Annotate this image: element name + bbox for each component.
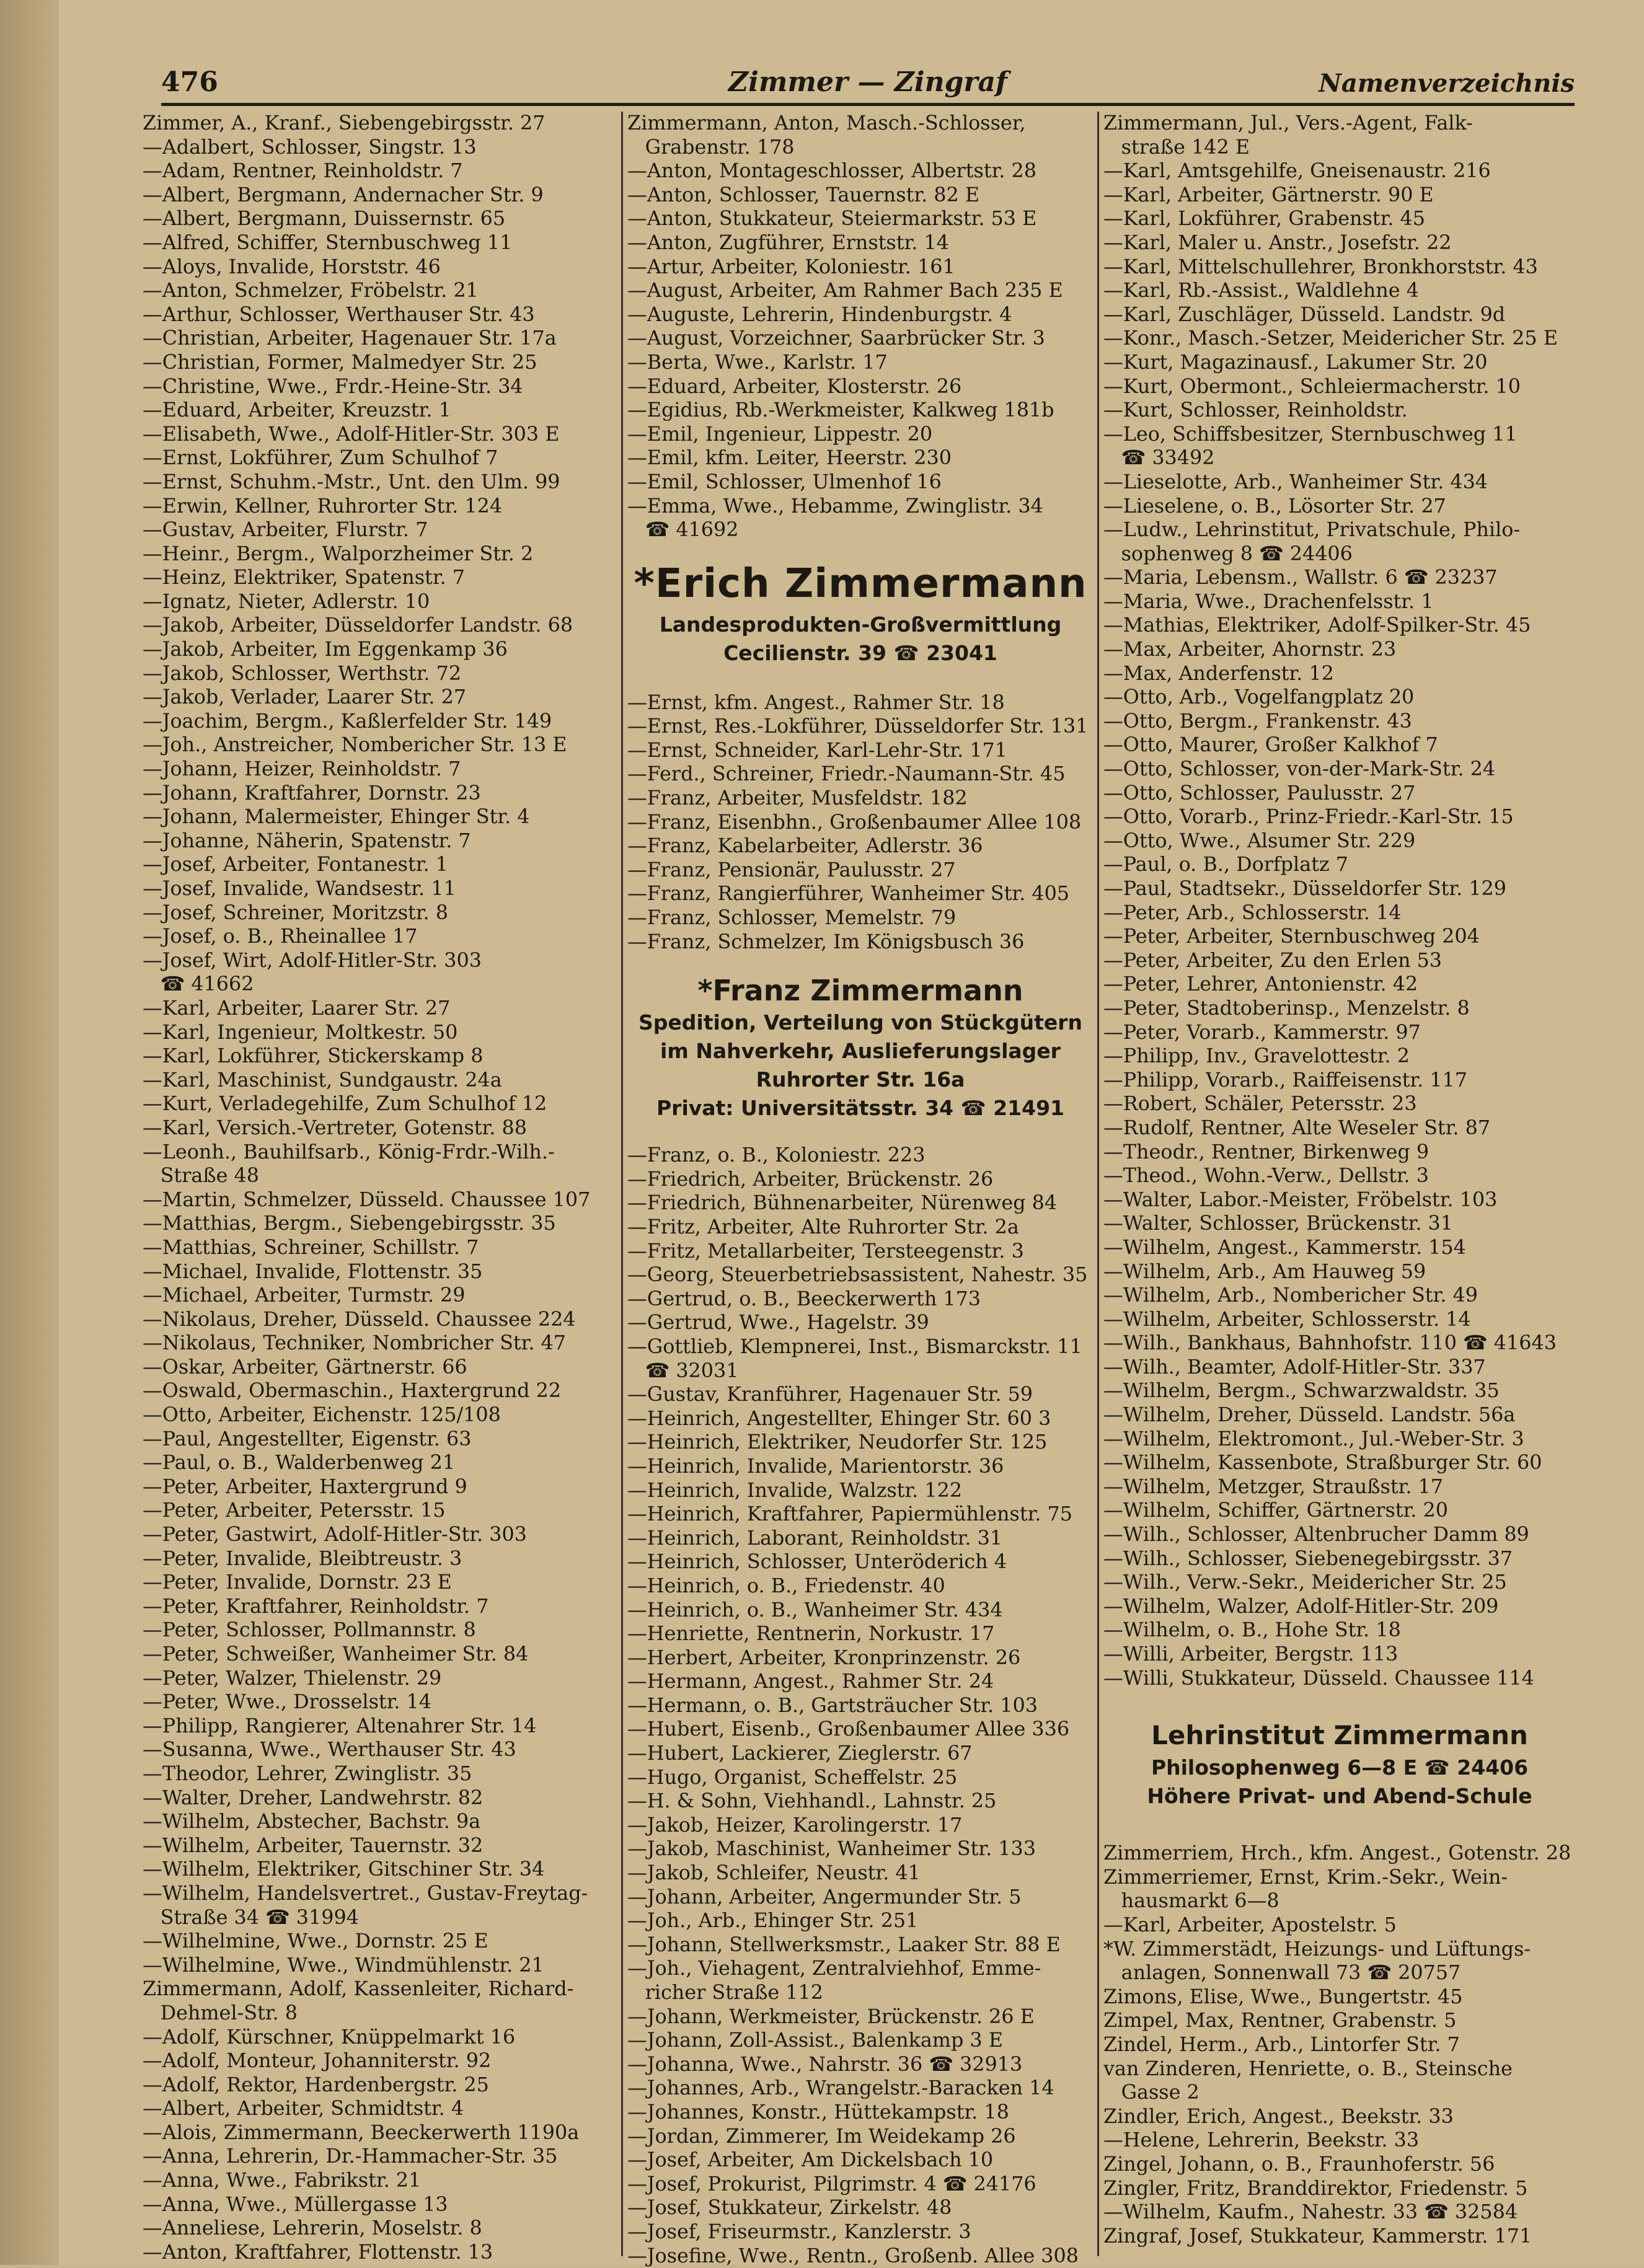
directory-entry: —Mathias, Elektriker, Adolf-Spilker-Str. 45	[1103, 614, 1531, 637]
directory-entry: —Konr., Masch.-Setzer, Meidericher Str. 25 E	[1103, 327, 1558, 350]
directory-entry: —Karl, Arbeiter, Apostelstr. 5	[1103, 1913, 1397, 1936]
directory-entry: —Otto, Schlosser, von-der-Mark-Str. 24	[1103, 757, 1496, 781]
section-title: Namenverzeichnis	[1319, 69, 1575, 98]
directory-entry: —Kurt, Magazinausf., Lakumer Str. 20	[1103, 350, 1488, 374]
directory-entry: —Peter, Arbeiter, Sternbuschweg 204	[1103, 925, 1480, 948]
directory-entry: —Wilhelm, Bergm., Schwarzwaldstr. 35	[1103, 1379, 1500, 1403]
ad-line: Höhere Privat- und Abend-Schule	[1147, 1784, 1532, 1809]
directory-entry: —Eduard, Arbeiter, Klosterstr. 26	[627, 374, 962, 398]
directory-entry: —August, Vorzeichner, Saarbrücker Str. 3	[627, 327, 1045, 350]
directory-entry: —Anneliese, Lehrerin, Moselstr. 8	[143, 2217, 482, 2240]
directory-entry: ☎ 41662	[160, 973, 254, 996]
directory-entry: ☎ 41692	[645, 518, 739, 542]
directory-entry: —Emil, kfm. Leiter, Heerstr. 230	[627, 446, 952, 470]
directory-entry: —Theod., Wohn.-Verw., Dellstr. 3	[1103, 1164, 1430, 1188]
directory-entry: —Otto, Arbeiter, Eichenstr. 125/108	[143, 1403, 501, 1427]
directory-entry: —Walter, Dreher, Landwehrstr. 82	[143, 1786, 484, 1809]
directory-entry: —Johannes, Arb., Wrangelstr.-Baracken 14	[627, 2076, 1054, 2100]
directory-entry: —Jakob, Schlosser, Werthstr. 72	[143, 661, 462, 685]
directory-entry: —Wilhelm, Angest., Kammerstr. 154	[1103, 1235, 1466, 1259]
directory-entry: Zimmerriemer, Ernst, Krim.-Sekr., Wein-	[1103, 1865, 1508, 1889]
directory-entry: —Johann, Kraftfahrer, Dornstr. 23	[143, 781, 481, 805]
directory-entry: hausmarkt 6—8	[1121, 1889, 1279, 1913]
directory-entry: —Otto, Wwe., Alsumer Str. 229	[1103, 829, 1416, 852]
directory-entry: ☎ 32031	[645, 1359, 739, 1382]
directory-entry: —Emil, Schlosser, Ulmenhof 16	[627, 470, 942, 493]
directory-entry: —Josef, Schreiner, Moritzstr. 8	[143, 901, 448, 924]
directory-entry: —Wilh., Schlosser, Altenbrucher Damm 89	[1103, 1523, 1529, 1547]
directory-entry: —Karl, Ingenieur, Moltkestr. 50	[143, 1020, 458, 1044]
directory-entry: —Philipp, Rangierer, Altenahrer Str. 14	[143, 1714, 537, 1737]
directory-entry: —Max, Anderfenstr. 12	[1103, 661, 1334, 685]
directory-entry: Zimpel, Max, Rentner, Grabenstr. 5	[1103, 2009, 1457, 2032]
directory-entry: —Franz, Schmelzer, Im Königsbusch 36	[627, 930, 1025, 953]
directory-entry: —Heinz, Elektriker, Spatenstr. 7	[143, 566, 465, 589]
ad-name: *Erich Zimmermann	[634, 560, 1087, 607]
directory-entry: —Peter, Gastwirt, Adolf-Hitler-Str. 303	[143, 1523, 527, 1547]
directory-entry: —Wilhelmine, Wwe., Dornstr. 25 E	[143, 1930, 488, 1953]
directory-entry: —Elisabeth, Wwe., Adolf-Hitler-Str. 303 E	[143, 422, 560, 446]
directory-entry: —Adam, Rentner, Reinholdstr. 7	[143, 159, 463, 183]
directory-entry: —Jakob, Verlader, Laarer Str. 27	[143, 686, 467, 709]
directory-entry: —Josef, Wirt, Adolf-Hitler-Str. 303	[143, 948, 482, 972]
ad-line: Spedition, Verteilung von Stückgütern	[639, 1010, 1082, 1035]
directory-entry: Zimmer, A., Kranf., Siebengebirgsstr. 27	[143, 112, 546, 135]
directory-entry: Zindel, Herm., Arb., Lintorfer Str. 7	[1103, 2032, 1460, 2056]
directory-entry: —Wilhelm, Abstecher, Bachstr. 9a	[143, 1810, 481, 1833]
directory-entry: —Josef, Friseurmstr., Kanzlerstr. 3	[627, 2220, 971, 2243]
directory-entry: —Michael, Invalide, Flottenstr. 35	[143, 1260, 483, 1283]
directory-entry: —Josef, Stukkateur, Zirkelstr. 48	[627, 2196, 952, 2220]
directory-entry: —Heinrich, Elektriker, Neudorfer Str. 125	[627, 1431, 1048, 1454]
directory-entry: —Joachim, Bergm., Kaßlerfelder Str. 149	[143, 709, 552, 733]
directory-entry: Zimmermann, Adolf, Kassenleiter, Richard-	[143, 1977, 574, 2001]
directory-entry: —Philipp, Inv., Gravelottestr. 2	[1103, 1044, 1410, 1068]
directory-entry: —Jakob, Arbeiter, Im Eggenkamp 36	[143, 638, 508, 661]
directory-entry: —Eduard, Arbeiter, Kreuzstr. 1	[143, 399, 451, 422]
directory-entry: —Ferd., Schreiner, Friedr.-Naumann-Str. 45	[627, 762, 1066, 786]
directory-entry: —Jakob, Maschinist, Wanheimer Str. 133	[627, 1837, 1036, 1861]
directory-entry: —Arthur, Schlosser, Werthauser Str. 43	[143, 302, 535, 326]
entry-list	[143, 112, 617, 2264]
directory-entry: —Kurt, Schlosser, Reinholdstr.	[1103, 399, 1408, 422]
directory-entry: —Franz, Arbeiter, Musfeldstr. 182	[627, 787, 968, 810]
directory-entry: —Emil, Ingenieur, Lippestr. 20	[627, 422, 933, 446]
directory-entry: —Ernst, Schneider, Karl-Lehr-Str. 171	[627, 738, 1007, 762]
directory-entry: —Heinrich, o. B., Friedenstr. 40	[627, 1574, 945, 1597]
directory-entry: —Jordan, Zimmerer, Im Weidekamp 26	[627, 2124, 1016, 2148]
directory-entry: —Peter, Arb., Schlosserstr. 14	[1103, 901, 1402, 924]
directory-entry: —Franz, Schlosser, Memelstr. 79	[627, 906, 957, 930]
column-divider	[1097, 112, 1099, 2256]
directory-entry: —Paul, Stadtsekr., Düsseldorfer Str. 129	[1103, 877, 1507, 900]
directory-entry: —Lieselene, o. B., Lösorter Str. 27	[1103, 494, 1446, 518]
directory-entry: —Otto, Maurer, Großer Kalkhof 7	[1103, 733, 1438, 757]
directory-entry: —Paul, o. B., Walderbenweg 21	[143, 1451, 456, 1475]
directory-entry: —Adolf, Monteur, Johanniterstr. 92	[143, 2049, 492, 2073]
directory-entry: —Josefine, Wwe., Rentn., Großenb. Allee 308	[627, 2244, 1079, 2267]
directory-entry: *W. Zimmerstädt, Heizungs- und Lüftungs-	[1103, 1937, 1531, 1961]
directory-entry: —Wilhelm, Kaufm., Nahestr. 33 ☎ 32584	[1103, 2200, 1518, 2224]
directory-entry: —Artur, Arbeiter, Koloniestr. 161	[627, 255, 955, 278]
directory-entry: Straße 48	[160, 1164, 259, 1188]
directory-entry: —Matthias, Bergm., Siebengebirgsstr. 35	[143, 1212, 556, 1235]
directory-entry: straße 142 E	[1121, 135, 1250, 159]
directory-entry: —Wilhelm, Handelsvertret., Gustav-Freytag-	[143, 1881, 588, 1905]
directory-entry: —Herbert, Arbeiter, Kronprinzenstr. 26	[627, 1646, 1021, 1669]
directory-entry: —Willi, Arbeiter, Bergstr. 113	[1103, 1643, 1399, 1666]
directory-entry: —Ludw., Lehrinstitut, Privatschule, Philo-	[1103, 518, 1521, 542]
directory-entry: —Anton, Zugführer, Ernststr. 14	[627, 231, 949, 254]
directory-entry: —Wilhelm, Arb., Nombericher Str. 49	[1103, 1284, 1478, 1307]
ad-name: *Franz Zimmermann	[697, 974, 1023, 1008]
ad-lehrinstitut-zimmermann	[1103, 1718, 1576, 1811]
directory-entry: —Philipp, Vorarb., Raiffeisenstr. 117	[1103, 1068, 1468, 1092]
directory-entry: —Robert, Schäler, Petersstr. 23	[1103, 1092, 1417, 1116]
directory-entry: —Heinrich, Invalide, Walzstr. 122	[627, 1478, 963, 1502]
directory-entry: —Jakob, Heizer, Karolingerstr. 17	[627, 1813, 963, 1837]
directory-entry: —Karl, Versich.-Vertreter, Gotenstr. 88	[143, 1116, 527, 1139]
entry-list	[1103, 1842, 1576, 2248]
directory-entry: —Susanna, Wwe., Werthauser Str. 43	[143, 1738, 516, 1762]
directory-entry: —Josef, Arbeiter, Fontanestr. 1	[143, 853, 448, 876]
ad-line: Philosophenweg 6—8 E ☎ 24406	[1151, 1755, 1529, 1780]
column-2	[627, 112, 1094, 2268]
directory-entry: —Wilhelm, Metzger, Straußstr. 17	[1103, 1475, 1443, 1498]
directory-entry: —Heinrich, Kraftfahrer, Papiermühlenstr. 75	[627, 1502, 1072, 1526]
directory-entry: —Christine, Wwe., Frdr.-Heine-Str. 34	[143, 374, 523, 398]
directory-entry: —Wilhelm, Walzer, Adolf-Hitler-Str. 209	[1103, 1594, 1499, 1618]
directory-entry: —Wilhelm, Kassenbote, Straßburger Str. 60	[1103, 1451, 1542, 1475]
directory-entry: —Peter, Wwe., Drosselstr. 14	[143, 1690, 432, 1714]
directory-entry: —Johanna, Wwe., Nahrstr. 36 ☎ 32913	[627, 2052, 1023, 2076]
directory-entry: —Karl, Arbeiter, Laarer Str. 27	[143, 996, 451, 1020]
directory-entry: —Heinrich, Schlosser, Unteröderich 4	[627, 1550, 1007, 1574]
directory-entry: —Erwin, Kellner, Ruhrorter Str. 124	[143, 494, 503, 518]
directory-entry: —Ernst, Res.-Lokführer, Düsseldorfer Str. 131	[627, 715, 1089, 738]
directory-entry: —Matthias, Schreiner, Schillstr. 7	[143, 1235, 479, 1259]
directory-entry: —Heinrich, Angestellter, Ehinger Str. 60 3	[627, 1406, 1051, 1430]
directory-entry: —Ernst, kfm. Angest., Rahmer Str. 18	[627, 691, 1005, 714]
directory-entry: —Wilhelm, Arbeiter, Schlosserstr. 14	[1103, 1307, 1471, 1331]
directory-entry: —Gustav, Arbeiter, Flurstr. 7	[143, 518, 428, 542]
directory-entry: sophenweg 8 ☎ 24406	[1121, 542, 1353, 565]
column-divider	[621, 112, 623, 2256]
directory-entry: Zimmermann, Jul., Vers.-Agent, Falk-	[1103, 112, 1473, 135]
directory-entry: —Peter, Invalide, Dornstr. 23 E	[143, 1571, 452, 1594]
directory-entry: —Adolf, Kürschner, Knüppelmarkt 16	[143, 2025, 516, 2049]
directory-entry: —Peter, Schweißer, Wanheimer Str. 84	[143, 1643, 529, 1666]
directory-entry: —Theodor, Lehrer, Zwinglistr. 35	[143, 1762, 472, 1785]
directory-entry: —Auguste, Lehrerin, Hindenburgstr. 4	[627, 302, 1012, 326]
directory-entry: —Gottlieb, Klempnerei, Inst., Bismarckstr. 11	[627, 1335, 1082, 1358]
directory-entry: —Karl, Rb.-Assist., Waldlehne 4	[1103, 279, 1419, 302]
directory-entry: —Nikolaus, Dreher, Düsseld. Chaussee 224	[143, 1307, 576, 1331]
directory-entry: —Anna, Wwe., Müllergasse 13	[143, 2192, 448, 2216]
directory-entry: —Kurt, Obermont., Schleiermacherstr. 10	[1103, 374, 1521, 398]
directory-entry: —Aloys, Invalide, Horststr. 46	[143, 255, 441, 278]
directory-entry: —H. & Sohn, Viehhandl., Lahnstr. 25	[627, 1789, 997, 1813]
directory-entry: —Friedrich, Arbeiter, Brückenstr. 26	[627, 1167, 994, 1191]
directory-entry: —Peter, Arbeiter, Haxtergrund 9	[143, 1475, 467, 1498]
ad-line: Cecilienstr. 39 ☎ 23041	[723, 640, 997, 665]
directory-entry: —Walter, Schlosser, Brückenstr. 31	[1103, 1212, 1454, 1235]
directory-entry: —Gustav, Kranführer, Hagenauer Str. 59	[627, 1383, 1033, 1406]
directory-entry: —Christian, Arbeiter, Hagenauer Str. 17a	[143, 327, 557, 350]
directory-entry: —Henriette, Rentnerin, Norkustr. 17	[627, 1622, 995, 1646]
entry-list	[627, 1144, 1094, 2268]
directory-entry: —Peter, Arbeiter, Zu den Erlen 53	[1103, 948, 1442, 972]
directory-entry: —Wilh., Verw.-Sekr., Meidericher Str. 25	[1103, 1571, 1507, 1594]
directory-entry: —Peter, Vorarb., Kammerstr. 97	[1103, 1020, 1421, 1044]
directory-entry: anlagen, Sonnenwall 73 ☎ 20757	[1121, 1961, 1461, 1985]
directory-entry: —Johannes, Konstr., Hüttekampstr. 18	[627, 2100, 1009, 2124]
directory-entry: —Heinrich, o. B., Wanheimer Str. 434	[627, 1598, 1003, 1622]
directory-entry: —August, Arbeiter, Am Rahmer Bach 235 E	[627, 279, 1063, 302]
directory-entry: Zindler, Erich, Angest., Beekstr. 33	[1103, 2104, 1454, 2128]
directory-entry: —Anton, Montageschlosser, Albertstr. 28	[627, 159, 1036, 183]
directory-entry: —Karl, Arbeiter, Gärtnerstr. 90 E	[1103, 183, 1434, 206]
directory-entry: —Josef, Prokurist, Pilgrimstr. 4 ☎ 24176	[627, 2172, 1036, 2195]
directory-entry: —Jakob, Arbeiter, Düsseldorfer Landstr. 68	[143, 614, 573, 637]
directory-entry: —Anna, Lehrerin, Dr.-Hammacher-Str. 35	[143, 2145, 558, 2168]
directory-entry: —Maria, Lebensm., Wallstr. 6 ☎ 23237	[1103, 566, 1498, 589]
directory-entry: —Franz, Kabelarbeiter, Adlerstr. 36	[627, 834, 983, 858]
directory-entry: —Otto, Vorarb., Prinz-Friedr.-Karl-Str. 15	[1103, 805, 1514, 829]
directory-entry: —Josef, Invalide, Wandsestr. 11	[143, 877, 456, 900]
directory-entry: —Lieselotte, Arb., Wanheimer Str. 434	[1103, 470, 1488, 493]
directory-entry: —Peter, Invalide, Bleibtreustr. 3	[143, 1547, 462, 1570]
directory-entry: —Heinrich, Invalide, Marientorstr. 36	[627, 1454, 1004, 1478]
directory-entry: Zingel, Johann, o. B., Fraunhoferstr. 56	[1103, 2152, 1495, 2176]
directory-entry: —Karl, Lokführer, Grabenstr. 45	[1103, 207, 1425, 231]
header-rule	[161, 103, 1575, 106]
directory-entry: —Hermann, Angest., Rahmer Str. 24	[627, 1670, 994, 1693]
directory-entry: Zimons, Elise, Wwe., Bungertstr. 45	[1103, 1985, 1463, 2008]
directory-entry: —Joh., Viehagent, Zentralviehhof, Emme-	[627, 1957, 1041, 1980]
running-title: Zimmer — Zingraf	[728, 66, 1007, 98]
directory-entry: —Michael, Arbeiter, Turmstr. 29	[143, 1284, 466, 1307]
directory-entry: —Wilh., Beamter, Adolf-Hitler-Str. 337	[1103, 1355, 1486, 1379]
directory-entry: —Johann, Arbeiter, Angermunder Str. 5	[627, 1885, 1022, 1908]
directory-entry: —Johann, Zoll-Assist., Balenkamp 3 E	[627, 2029, 1003, 2052]
directory-entry: —Peter, Lehrer, Antonienstr. 42	[1103, 973, 1418, 996]
directory-entry: Grabenstr. 178	[645, 135, 795, 159]
directory-entry: —Peter, Schlosser, Pollmannstr. 8	[143, 1618, 476, 1642]
directory-entry: —Martin, Schmelzer, Düsseld. Chaussee 107	[143, 1188, 591, 1211]
directory-entry: —Wilh., Bankhaus, Bahnhofstr. 110 ☎ 41643	[1103, 1331, 1557, 1355]
directory-entry: —Heinrich, Laborant, Reinholdstr. 31	[627, 1526, 1003, 1550]
directory-entry: —Peter, Arbeiter, Petersstr. 15	[143, 1499, 446, 1522]
directory-entry: —Adalbert, Schlosser, Singstr. 13	[143, 135, 477, 159]
directory-entry: —Karl, Mittelschullehrer, Bronkhorststr. 43	[1103, 255, 1538, 278]
directory-entry: —Franz, o. B., Koloniestr. 223	[627, 1144, 926, 1167]
directory-entry: —Willi, Stukkateur, Düsseld. Chaussee 114	[1103, 1666, 1534, 1690]
directory-entry: —Joh., Arb., Ehinger Str. 251	[627, 1909, 919, 1933]
directory-entry: —Georg, Steuerbetriebsassistent, Nahestr. 35	[627, 1263, 1088, 1287]
directory-entry: —Albert, Bergmann, Duissernstr. 65	[143, 207, 506, 231]
directory-entry: —Franz, Rangierführer, Wanheimer Str. 405	[627, 882, 1070, 906]
column-3	[1103, 112, 1576, 2248]
directory-entry: —Fritz, Arbeiter, Alte Ruhrorter Str. 2a	[627, 1216, 1019, 1238]
directory-entry: —Johann, Malermeister, Ehinger Str. 4	[143, 805, 530, 829]
directory-entry: —Karl, Amtsgehilfe, Gneisenaustr. 216	[1103, 159, 1491, 183]
directory-entry: —Walter, Labor.-Meister, Fröbelstr. 103	[1103, 1188, 1498, 1211]
directory-entry: —Peter, Walzer, Thielenstr. 29	[143, 1666, 442, 1690]
directory-entry: —Theodr., Rentner, Birkenweg 9	[1103, 1140, 1430, 1163]
directory-entry: —Kurt, Verladegehilfe, Zum Schulhof 12	[143, 1092, 547, 1116]
directory-entry: Straße 34 ☎ 31994	[160, 1905, 359, 1929]
directory-entry: —Peter, Stadtoberinsp., Menzelstr. 8	[1103, 996, 1470, 1020]
directory-entry: —Otto, Bergm., Frankenstr. 43	[1103, 709, 1412, 733]
directory-entry: —Anna, Wwe., Fabrikstr. 21	[143, 2169, 422, 2192]
directory-entry: —Leo, Schiffsbesitzer, Sternbuschweg 11	[1103, 422, 1518, 446]
directory-entry: —Helene, Lehrerin, Beekstr. 33	[1103, 2129, 1420, 2152]
directory-entry: —Paul, o. B., Dorfplatz 7	[1103, 853, 1349, 876]
directory-entry: —Anton, Schmelzer, Fröbelstr. 21	[143, 279, 479, 302]
directory-entry: —Friedrich, Bühnenarbeiter, Nürenweg 84	[627, 1191, 1058, 1215]
entry-list	[627, 691, 1094, 955]
directory-entry: ☎ 33492	[1121, 446, 1215, 470]
directory-entry: —Franz, Eisenbhn., Großenbaumer Allee 108	[627, 810, 1082, 834]
directory-entry: —Maria, Wwe., Drachenfelsstr. 1	[1103, 589, 1434, 613]
directory-entry: —Karl, Lokführer, Stickerskamp 8	[143, 1044, 484, 1068]
directory-entry: —Johann, Heizer, Reinholdstr. 7	[143, 757, 461, 781]
entry-list	[627, 112, 1094, 542]
directory-entry: Zingraf, Josef, Stukkateur, Kammerstr. 171	[1103, 2224, 1532, 2248]
directory-entry: —Hubert, Eisenb., Großenbaumer Allee 336	[627, 1718, 1070, 1741]
directory-entry: —Albert, Arbeiter, Schmidtstr. 4	[143, 2097, 464, 2120]
directory-entry: —Ernst, Lokführer, Zum Schulhof 7	[143, 446, 498, 470]
directory-entry: —Wilhelmine, Wwe., Windmühlenstr. 21	[143, 1953, 544, 1977]
directory-entry: Zimmerriem, Hrch., kfm. Angest., Gotenstr. 28	[1103, 1842, 1571, 1865]
directory-entry: —Egidius, Rb.-Werkmeister, Kalkweg 181b	[627, 399, 1054, 422]
directory-entry: —Fritz, Metallarbeiter, Tersteegenstr. 3	[627, 1239, 1024, 1263]
directory-entry: —Hermann, o. B., Gartsträucher Str. 103	[627, 1693, 1038, 1717]
directory-entry: —Paul, Angestellter, Eigenstr. 63	[143, 1427, 472, 1450]
directory-entry: —Wilhelm, Arb., Am Hauweg 59	[1103, 1260, 1426, 1283]
column-1	[143, 112, 617, 2264]
directory-entry: —Josef, Arbeiter, Am Dickelsbach 10	[627, 2148, 994, 2172]
ad-line: Landesprodukten-Großvermittlung	[659, 612, 1062, 637]
directory-entry: —Johann, Stellwerksmstr., Laaker Str. 88 E	[627, 1933, 1061, 1956]
directory-entry: —Anton, Schlosser, Tauernstr. 82 E	[627, 183, 980, 206]
directory-entry: —Karl, Maschinist, Sundgaustr. 24a	[143, 1068, 502, 1092]
directory-entry: —Gertrud, Wwe., Hagelstr. 39	[627, 1311, 929, 1335]
ad-line: im Nahverkehr, Auslieferungslager	[660, 1039, 1061, 1064]
directory-entry: —Wilhelm, Dreher, Düsseld. Landstr. 56a	[1103, 1403, 1516, 1427]
directory-entry: —Wilh., Schlosser, Siebenegebirgsstr. 37	[1103, 1547, 1513, 1570]
page-header	[161, 59, 1575, 108]
ad-line: Ruhrorter Str. 16a	[756, 1067, 965, 1092]
directory-entry: —Karl, Zuschläger, Düsseld. Landstr. 9d	[1103, 302, 1506, 326]
directory-entry: —Jakob, Schleifer, Neustr. 41	[627, 1861, 921, 1885]
directory-entry: —Oswald, Obermaschin., Haxtergrund 22	[143, 1379, 562, 1403]
directory-entry: —Leonh., Bauhilfsarb., König-Frdr.-Wilh.-	[143, 1140, 555, 1163]
directory-entry: —Nikolaus, Techniker, Nombricher Str. 47	[143, 1331, 567, 1355]
directory-entry: Zingler, Fritz, Branddirektor, Friedenstr. 5	[1103, 2176, 1528, 2200]
ad-line: Privat: Universitätsstr. 34 ☎ 21491	[656, 1096, 1065, 1121]
directory-entry: richer Straße 112	[645, 1981, 823, 2004]
directory-entry: —Wilhelm, Schiffer, Gärtnerstr. 20	[1103, 1499, 1448, 1522]
directory-entry: —Alois, Zimmermann, Beeckerwerth 1190a	[143, 2120, 580, 2144]
directory-entry: —Wilhelm, Elektriker, Gitschiner Str. 34	[143, 1858, 545, 1881]
directory-entry: —Adolf, Rektor, Hardenbergstr. 25	[143, 2073, 489, 2096]
entry-list	[1103, 112, 1576, 1690]
directory-entry: Dehmel-Str. 8	[160, 2001, 298, 2024]
directory-entry: —Otto, Arb., Vogelfangplatz 20	[1103, 686, 1415, 709]
directory-entry: —Wilhelm, o. B., Hohe Str. 18	[1103, 1618, 1401, 1642]
directory-entry: —Otto, Schlosser, Paulusstr. 27	[1103, 781, 1416, 805]
directory-entry: —Emma, Wwe., Hebamme, Zwinglistr. 34	[627, 494, 1043, 518]
directory-entry: —Johanne, Näherin, Spatenstr. 7	[143, 829, 471, 852]
ad-erich-zimmermann	[627, 557, 1094, 668]
directory-entry: —Christian, Former, Malmedyer Str. 25	[143, 350, 537, 374]
directory-entry: —Karl, Maler u. Anstr., Josefstr. 22	[1103, 231, 1452, 254]
directory-entry: —Ernst, Schuhm.-Mstr., Unt. den Ulm. 99	[143, 470, 560, 493]
directory-entry: —Franz, Pensionär, Paulusstr. 27	[627, 858, 956, 881]
directory-entry: —Oskar, Arbeiter, Gärtnerstr. 66	[143, 1355, 467, 1379]
directory-entry: van Zinderen, Henriette, o. B., Steinsche	[1103, 2057, 1513, 2080]
directory-entry: Gasse 2	[1121, 2081, 1200, 2104]
directory-entry: —Alfred, Schiffer, Sternbuschweg 11	[143, 231, 513, 254]
directory-entry: —Hugo, Organist, Scheffelstr. 25	[627, 1765, 958, 1789]
directory-entry: —Anton, Stukkateur, Steiermarkstr. 53 E	[627, 207, 1037, 231]
directory-entry: —Ignatz, Nieter, Adlerstr. 10	[143, 589, 430, 613]
directory-entry: —Hubert, Lackierer, Zieglerstr. 67	[627, 1742, 973, 1765]
directory-entry: —Heinr., Bergm., Walporzheimer Str. 2	[143, 542, 534, 565]
page-number: 476	[161, 66, 218, 98]
directory-entry: —Wilhelm, Arbeiter, Tauernstr. 32	[143, 1833, 484, 1857]
directory-entry: —Max, Arbeiter, Ahornstr. 23	[1103, 638, 1397, 661]
ad-franz-zimmermann	[627, 973, 1094, 1123]
directory-entry: —Peter, Kraftfahrer, Reinholdstr. 7	[143, 1594, 489, 1618]
directory-entry: Zimmermann, Anton, Masch.-Schlosser,	[627, 112, 1026, 135]
directory-entry: —Rudolf, Rentner, Alte Weseler Str. 87	[1103, 1116, 1491, 1139]
ad-name: Lehrinstitut Zimmermann	[1151, 1720, 1528, 1751]
directory-entry: —Wilhelm, Elektromont., Jul.-Weber-Str. 3	[1103, 1427, 1524, 1450]
directory-entry: —Joh., Anstreicher, Nombericher Str. 13 E	[143, 733, 567, 757]
directory-entry: —Gertrud, o. B., Beeckerwerth 173	[627, 1287, 981, 1310]
directory-entry: —Josef, o. B., Rheinallee 17	[143, 925, 418, 948]
directory-entry: —Berta, Wwe., Karlstr. 17	[627, 350, 888, 374]
directory-entry: —Albert, Bergmann, Andernacher Str. 9	[143, 183, 544, 206]
directory-entry: —Anton, Kraftfahrer, Flottenstr. 13	[143, 2240, 493, 2264]
directory-entry: —Johann, Werkmeister, Brückenstr. 26 E	[627, 2005, 1035, 2028]
